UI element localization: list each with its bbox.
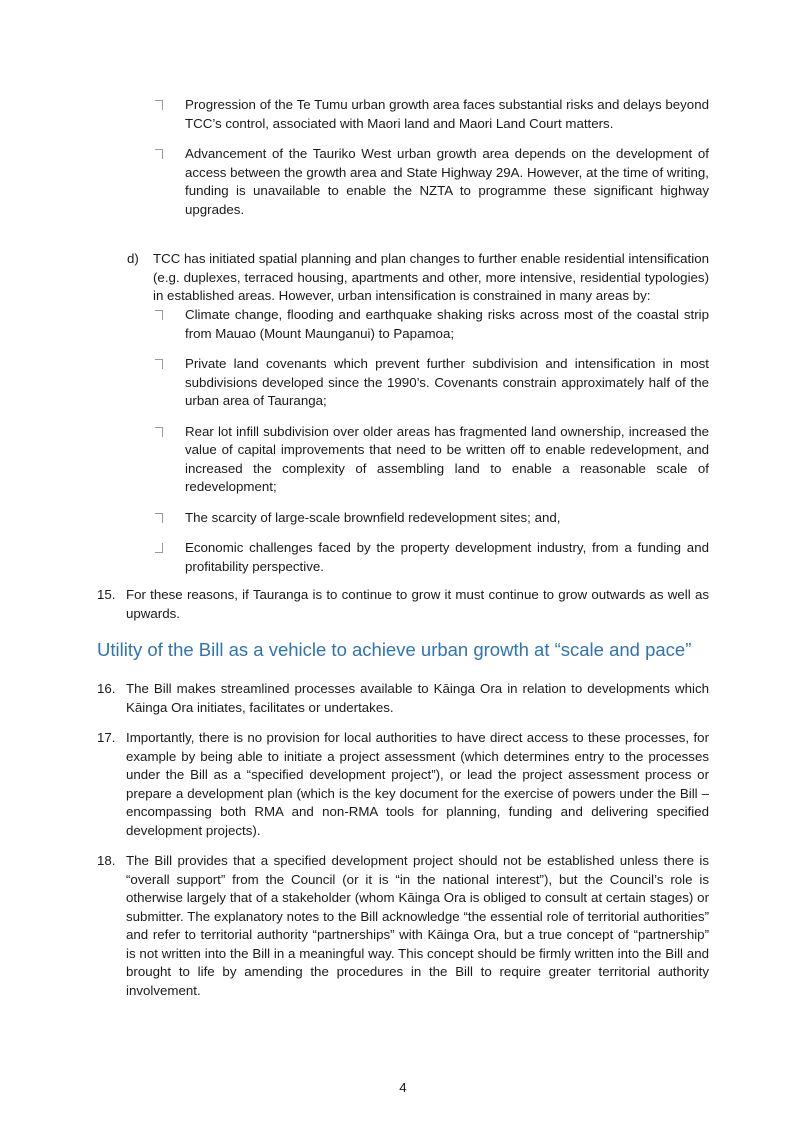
- bullet-te-tumu: [0, 96, 806, 133]
- section-d-bullets: [0, 306, 806, 588]
- paragraph-18: [0, 852, 806, 1000]
- bullet-brownfield-scarcity: [0, 509, 806, 528]
- page-number: 4: [399, 1080, 407, 1095]
- bullet-glyph-icon: [155, 427, 163, 437]
- paragraph-number: 15.: [97, 587, 116, 602]
- item-letter: d): [127, 251, 139, 266]
- item-text: TCC has initiated spatial planning and plan changes to further enable residential intensification (e.g. duplexes, terraced housing, apartments and other, more intensive, residential typologies) in established areas. However, urban intensification is constrained in many areas by:: [153, 251, 709, 303]
- bullet-rear-lot-infill: [0, 423, 806, 497]
- section-heading: [0, 638, 806, 662]
- bullet-glyph-icon: [155, 543, 163, 553]
- bullet-glyph-icon: [155, 359, 163, 369]
- bullet-text: Advancement of the Tauriko West urban growth area depends on the development of access between the growth area and State Highway 29A. However, at the time of writing, funding is unavailable to enable the NZTA to programme these significant highway upgrades.: [185, 146, 709, 217]
- section-para-15: [0, 586, 806, 635]
- bullet-text: Private land covenants which prevent further subdivision and intensification in most subdivisions developed since the 1990’s. Covenants constrain approximately half of the urban area of Tauranga;: [185, 356, 709, 408]
- paragraph-15: [0, 586, 806, 623]
- bullet-climate-change: [0, 306, 806, 343]
- bullet-text: Climate change, flooding and earthquake shaking risks across most of the coastal strip from Mauao (Mount Maunganui) to Papamoa;: [185, 307, 709, 341]
- bullet-text: Progression of the Te Tumu urban growth area faces substantial risks and delays beyond TCC’s control, associated with Maori land and Maori Land Court matters.: [185, 97, 709, 131]
- paragraph-number: 16.: [97, 681, 116, 696]
- bullet-land-covenants: [0, 355, 806, 411]
- section-top-bullets: [0, 96, 806, 231]
- paragraph-16: [0, 680, 806, 717]
- bullet-glyph-icon: [155, 149, 163, 159]
- paragraph-text: Importantly, there is no provision for local authorities to have direct access to these processes, for example by being able to initiate a project assessment (which determines entry to the processes under the Bill as a “specified development project”), or lead the project assessment process or prepare a development plan (which is the key document for the exercise of powers under the Bill – encompassing both RMA and non-RMA tools for planning, funding and delivering specified development projects).: [126, 730, 709, 838]
- bullet-text: The scarcity of large-scale brownfield redevelopment sites; and,: [185, 509, 561, 525]
- bullet-tauriko-west: [0, 145, 806, 219]
- bullet-text: Rear lot infill subdivision over older areas has fragmented land ownership, increased the value of capital improvements that need to be written off to enable redevelopment, and increased the complexity of assembling land to enable a reasonable scale of redevelopment;: [185, 423, 709, 494]
- paragraph-text: The Bill provides that a specified development project should not be established unless there is “overall support” from the Council (or it is “in the national interest”), but the Council’s role is otherwise largely that of a stakeholder (whom Kāinga Ora is obliged to consult at certain stages) or submitter. The explanatory notes to the Bill acknowledge “the essential role of territorial authorities” and refer to territorial authority “partnerships” with Kāinga Ora, but a true concept of “partnership” is not written into the Bill in a meaningful way. This concept should be firmly written into the Bill and brought to life by amending the procedures in the Bill to require greater territorial authority involvement.: [126, 853, 709, 998]
- bullet-text: Economic challenges faced by the property development industry, from a funding and profitability perspective.: [185, 540, 709, 574]
- bullet-list-constraints: [0, 306, 806, 576]
- paragraph-number: 18.: [97, 853, 116, 868]
- paragraph-number: 17.: [97, 730, 116, 745]
- section-heading-utility: Utility of the Bill as a vehicle to achieve urban growth at “scale and pace”: [97, 639, 692, 660]
- bullet-glyph-icon: [155, 513, 163, 523]
- paragraph-17: [0, 729, 806, 840]
- bullet-glyph-icon: [155, 100, 163, 110]
- bullet-list-growth-areas: [0, 96, 806, 219]
- paragraph-text: For these reasons, if Tauranga is to continue to grow it must continue to grow outwards as well as upwards.: [126, 587, 709, 621]
- bullet-economic-challenges: [0, 539, 806, 576]
- bullet-glyph-icon: [155, 310, 163, 320]
- paragraph-text: The Bill makes streamlined processes available to Kāinga Ora in relation to developments which Kāinga Ora initiates, facilitates or undertakes.: [126, 681, 709, 715]
- section-paras-16-18: [0, 680, 806, 1012]
- lettered-item-d: [0, 250, 806, 306]
